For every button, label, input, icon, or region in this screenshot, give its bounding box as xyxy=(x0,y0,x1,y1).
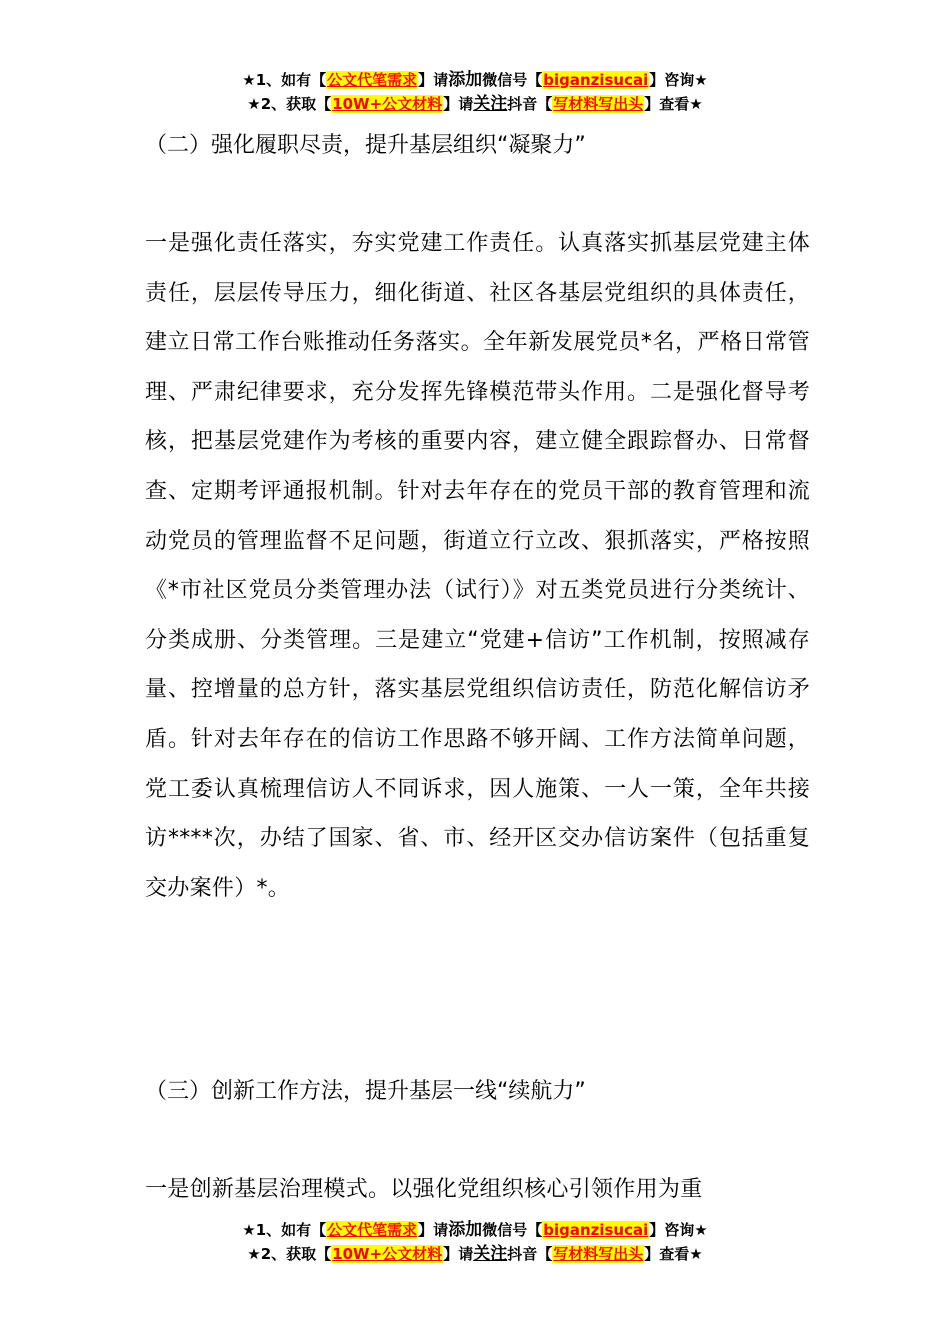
document-body xyxy=(145,219,810,913)
banner-text: 微信号【 xyxy=(482,71,543,89)
banner-emphasis: 关注 xyxy=(473,94,508,114)
banner-emphasis: 添加 xyxy=(448,1220,483,1240)
banner-text: 微信号【 xyxy=(482,1221,543,1239)
banner-emphasis: 关注 xyxy=(473,1244,508,1264)
banner-line-1 xyxy=(0,68,950,92)
paragraph-section-2: 一是强化责任落实，夯实党建工作责任。认真落实抓基层党建主体责任，层层传导压力，细化街道、社区各基层党组织的具体责任，建立日常工作台账推动任务落实。全年新发展党员*名，严格日常管理、严肃纪律要求，充分发挥先锋模范带头作用。二是强化督导考核，把基层党建作为考核的重要内容，建立健全跟踪督办、日常督查、定期考评通报机制。针对去年存在的党员干部的教育管理和流动党员的管理监督不足问题，街道立行立改、狠抓落实，严格按照《*市社区党员分类管理办法（试行）》对五类党员进行分类统计、分类成册、分类管理。三是建立“党建+信访”工作机制，按照减存量、控增量的总方针，落实基层党组织信访责任，防范化解信访矛盾。针对去年存在的信访工作思路不够开阔、工作方法简单问题，党工委认真梳理信访人不同诉求，因人施策、一人一策，全年共接访****次，办结了国家、省、市、经开区交办信访案件（包括重复交办案件）*。 xyxy=(145,231,810,901)
top-banner xyxy=(0,68,950,116)
banner-highlight: 公文代笔需求 xyxy=(327,1221,418,1239)
paragraph-section-3: 一是创新基层治理模式。以强化党组织核心引领作用为重 xyxy=(145,1177,703,1202)
banner-line-1 xyxy=(0,1218,950,1242)
banner-text: 】咨询★ xyxy=(649,71,708,89)
bottom-banner xyxy=(0,1218,950,1266)
banner-highlight: 写材料写出头 xyxy=(553,95,644,113)
banner-text: ★2、获取【 xyxy=(247,1245,332,1263)
banner-line-2 xyxy=(0,1242,950,1266)
banner-highlight: 10W+公文材料 xyxy=(332,95,443,113)
banner-text: 】请 xyxy=(443,1245,474,1263)
banner-text: 】查看★ xyxy=(644,1245,703,1263)
banner-text: 】请 xyxy=(418,71,449,89)
section-heading-3: （三）创新工作方法，提升基层一线“续航力” xyxy=(145,1079,586,1104)
banner-highlight: biganzisucai xyxy=(543,1221,649,1239)
banner-text: 抖音【 xyxy=(507,1245,553,1263)
document-body-2 xyxy=(145,1165,810,1215)
banner-text: 】请 xyxy=(418,1221,449,1239)
banner-text: ★1、如有【 xyxy=(242,1221,327,1239)
banner-text: 】请 xyxy=(443,95,474,113)
banner-highlight: 公文代笔需求 xyxy=(327,71,418,89)
banner-emphasis: 添加 xyxy=(448,70,483,90)
banner-text: 】查看★ xyxy=(644,95,703,113)
banner-text: 】咨询★ xyxy=(649,1221,708,1239)
banner-highlight: biganzisucai xyxy=(543,71,649,89)
banner-text: ★2、获取【 xyxy=(247,95,332,113)
banner-highlight: 10W+公文材料 xyxy=(332,1245,443,1263)
banner-text: ★1、如有【 xyxy=(242,71,327,89)
banner-line-2 xyxy=(0,92,950,116)
banner-text: 抖音【 xyxy=(507,95,553,113)
banner-highlight: 写材料写出头 xyxy=(553,1245,644,1263)
section-heading-2: （二）强化履职尽责，提升基层组织“凝聚力” xyxy=(145,133,586,158)
